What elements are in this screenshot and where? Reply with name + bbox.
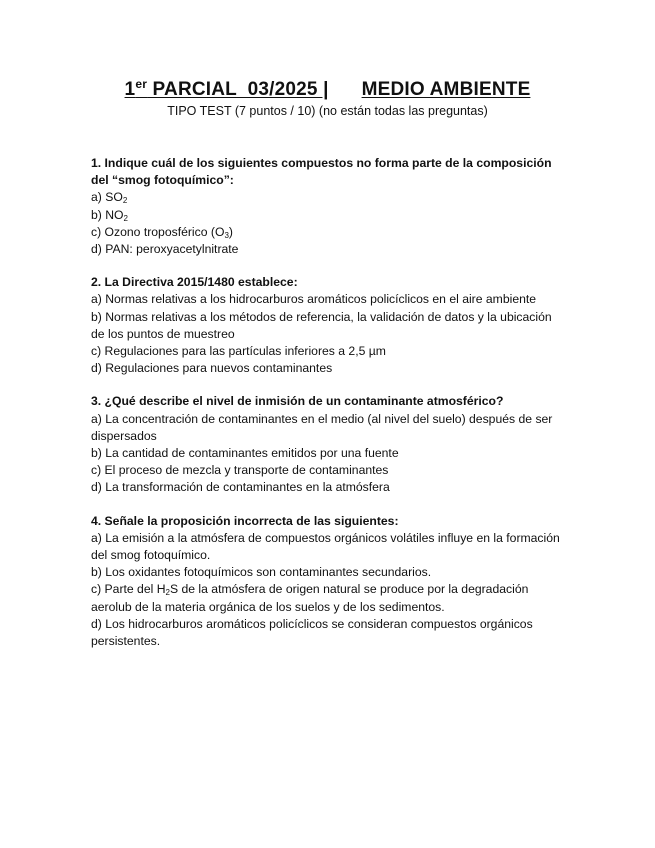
option-c [91,224,561,241]
page-subtitle: TIPO TEST (7 puntos / 10) (no están todas las preguntas) [167,104,488,118]
option-b [91,207,561,224]
questions-list [91,155,561,666]
option-c: c) Regulaciones para las partículas inferiores a 2,5 µm [91,344,386,359]
question-text: 2. La Directiva 2015/1480 establece: [91,275,298,290]
option-c: c) El proceso de mezcla y transporte de contaminantes [91,463,389,478]
title-subject: MEDIO AMBIENTE [361,79,531,100]
title-lead: 1 [124,79,136,100]
option-b: b) Normas relativas a los métodos de referencia, la validación de datos y la ubicación de los puntos de muestreo [91,309,552,341]
option-suffix: S de la atmósfera de origen natural se produce por la degradación aerolub de la materia orgánica de los suelos y de los sedimentos. [91,582,529,614]
question-3 [91,393,561,496]
title-course [125,79,329,100]
option-d: d) La transformación de contaminantes en la atmósfera [91,480,390,495]
option-a: a) La emisión a la atmósfera de compuestos orgánicos volátiles influye en la formación del smog fotoquímico. [91,530,560,563]
option-prefix: d) PAN: peroxyacetylnitrate [91,242,239,257]
option-prefix: c) Parte del H [91,582,166,597]
option-prefix: a) SO [91,190,123,205]
title-exam-date: PARCIAL 03/2025 | [147,79,329,100]
option-subscript: 3 [224,230,229,240]
question-1 [91,155,561,258]
option-b: b) La cantidad de contaminantes emitidos por una fuente [91,446,399,461]
question-2 [91,274,561,377]
option-prefix: c) Ozono troposférico (O [91,224,225,239]
title-gap [329,79,362,100]
question-text: 4. Señale la proposición incorrecta de las siguientes: [91,513,399,528]
option-a: a) Normas relativas a los hidrocarburos aromáticos policíclicos en el aire ambiente [91,292,537,307]
option-b: b) Los oxidantes fotoquímicos son contaminantes secundarios. [91,565,432,580]
option-suffix: ) [228,224,233,239]
title-superscript: er [135,77,148,91]
option-prefix: b) NO [91,207,124,222]
option-subscript: 2 [165,588,170,598]
page-title [0,77,655,101]
option-d [91,241,561,258]
option-subscript: 2 [123,213,128,223]
option-d: d) Los hidrocarburos aromáticos policíclicos se consideran compuestos orgánicos persistentes. [91,616,533,649]
question-text: 1. Indique cuál de los siguientes compuestos no forma parte de la composición del “smog fotoquímico”: [91,156,552,188]
question-text: 3. ¿Qué describe el nivel de inmisión de un contaminante atmosférico? [91,394,504,409]
option-d: d) Regulaciones para nuevos contaminantes [91,361,333,376]
option-subscript: 2 [122,196,128,206]
option-a [91,189,561,206]
option-c [91,581,561,615]
option-a: a) La concentración de contaminantes en el medio (al nivel del suelo) después de ser dispersados [91,411,553,443]
question-4 [91,513,561,651]
